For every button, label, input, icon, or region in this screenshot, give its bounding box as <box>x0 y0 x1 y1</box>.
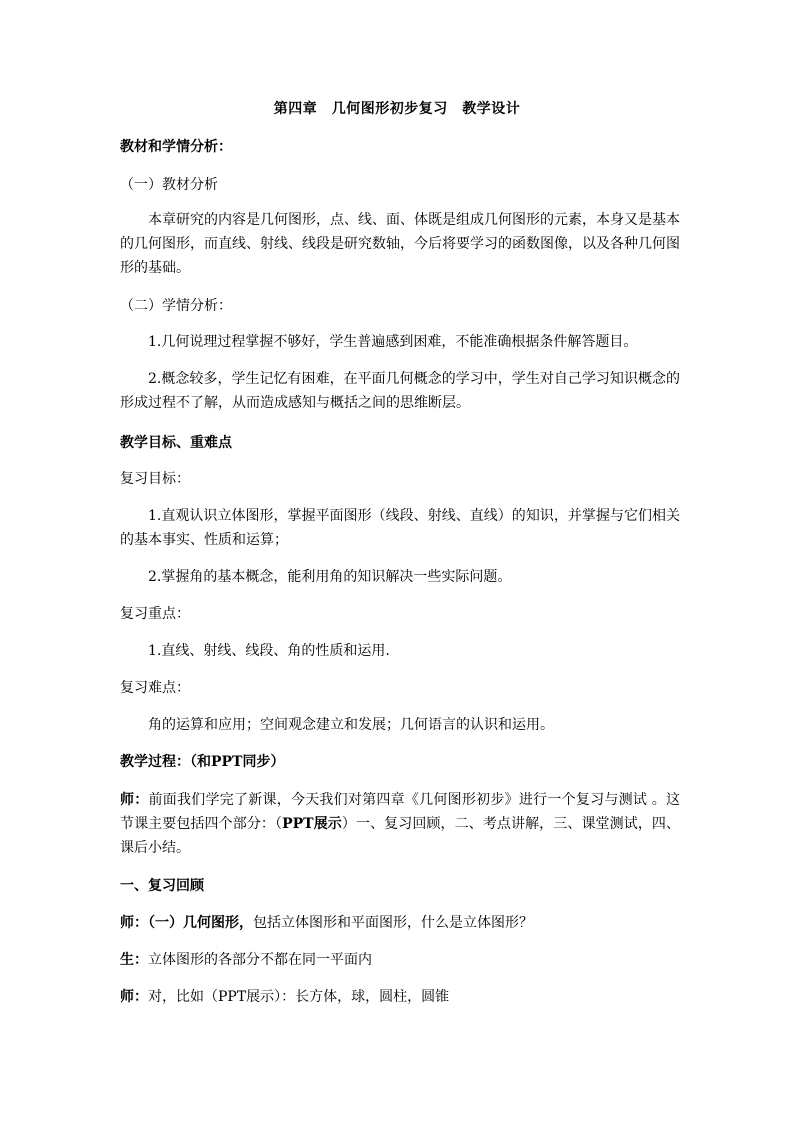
speaker-label: 师： <box>120 792 149 808</box>
list-item-analysis-1: 1.几何说理过程掌握不够好，学生普遍感到困难，不能准确根据条件解答题目。 <box>148 334 638 350</box>
ppt-display-label: PPT展示 <box>282 816 342 832</box>
dialogue-text: 包括立体图形和平面图形，什么是立体图形？ <box>253 915 533 931</box>
dialogue-text: 立体图形的各部分不都在同一平面内 <box>148 952 372 968</box>
paragraph-difficulties: 角的运算和应用；空间观念建立和发展；几何语言的认识和运用。 <box>148 717 554 733</box>
subheading-textbook-analysis: （一）教材分析 <box>120 177 218 193</box>
label-review-goals: 复习目标： <box>120 471 190 487</box>
section-heading-review: 一、复习回顾 <box>120 878 204 894</box>
list-item-goal-1: 1.直观认识立体图形，掌握平面图形（线段、射线、直线）的知识，并掌握与它们相关的基本事实、性质和运算； <box>120 508 680 548</box>
dialogue-text: 对，比如（PPT展示）：长方体，球，圆柱，圆锥 <box>148 989 450 1005</box>
page-title: 第四章 几何图形初步复习 教学设计 <box>273 101 521 117</box>
section-heading-goals: 教学目标、重难点 <box>120 435 232 451</box>
section-heading-process: 教学过程：（和PPT同步） <box>120 754 285 770</box>
topic-label: （一）几何图形， <box>148 915 253 931</box>
subheading-student-analysis: （二）学情分析： <box>120 298 232 314</box>
teacher-intro-rest: ）一、复习回顾，二、考点讲解，三、课堂测试，四、课后小结。 <box>120 816 681 856</box>
list-item-key-point-1: 1.直线、射线、线段、角的性质和运用. <box>148 643 390 659</box>
dialogue-teacher-1 <box>120 913 680 933</box>
label-review-difficulties: 复习难点： <box>120 680 190 696</box>
speaker-label: 生： <box>120 952 148 968</box>
dialogue-teacher-2 <box>120 987 680 1007</box>
dialogue-student-1 <box>120 950 680 970</box>
speaker-label: 师： <box>120 989 148 1005</box>
section-heading-analysis: 教材和学情分析： <box>120 139 232 155</box>
list-item-analysis-2: 2.概念较多，学生记忆有困难，在平面几何概念的学习中，学生对自己学习知识概念的形成过程不了解，从而造成感知与概括之间的思维断层。 <box>120 371 680 411</box>
paragraph-textbook-analysis: 本章研究的内容是几何图形，点、线、面、体既是组成几何图形的元素，本身又是基本的几何图形，而直线、射线、线段是研究数轴，今后将要学习的函数图像，以及各种几何图形的基础。 <box>120 212 680 276</box>
paragraph-teacher-intro <box>120 788 680 860</box>
teacher-intro-text: 前面我们学完了新课，今天我们对第四章《几何图形初步》进行一个复习与测试 。这节课主要包括四个部分：（ <box>120 792 681 832</box>
list-item-goal-2: 2.掌握角的基本概念，能利用角的知识解决一些实际问题。 <box>148 569 512 585</box>
speaker-label: 师： <box>120 915 148 931</box>
label-review-key-points: 复习重点： <box>120 606 190 622</box>
